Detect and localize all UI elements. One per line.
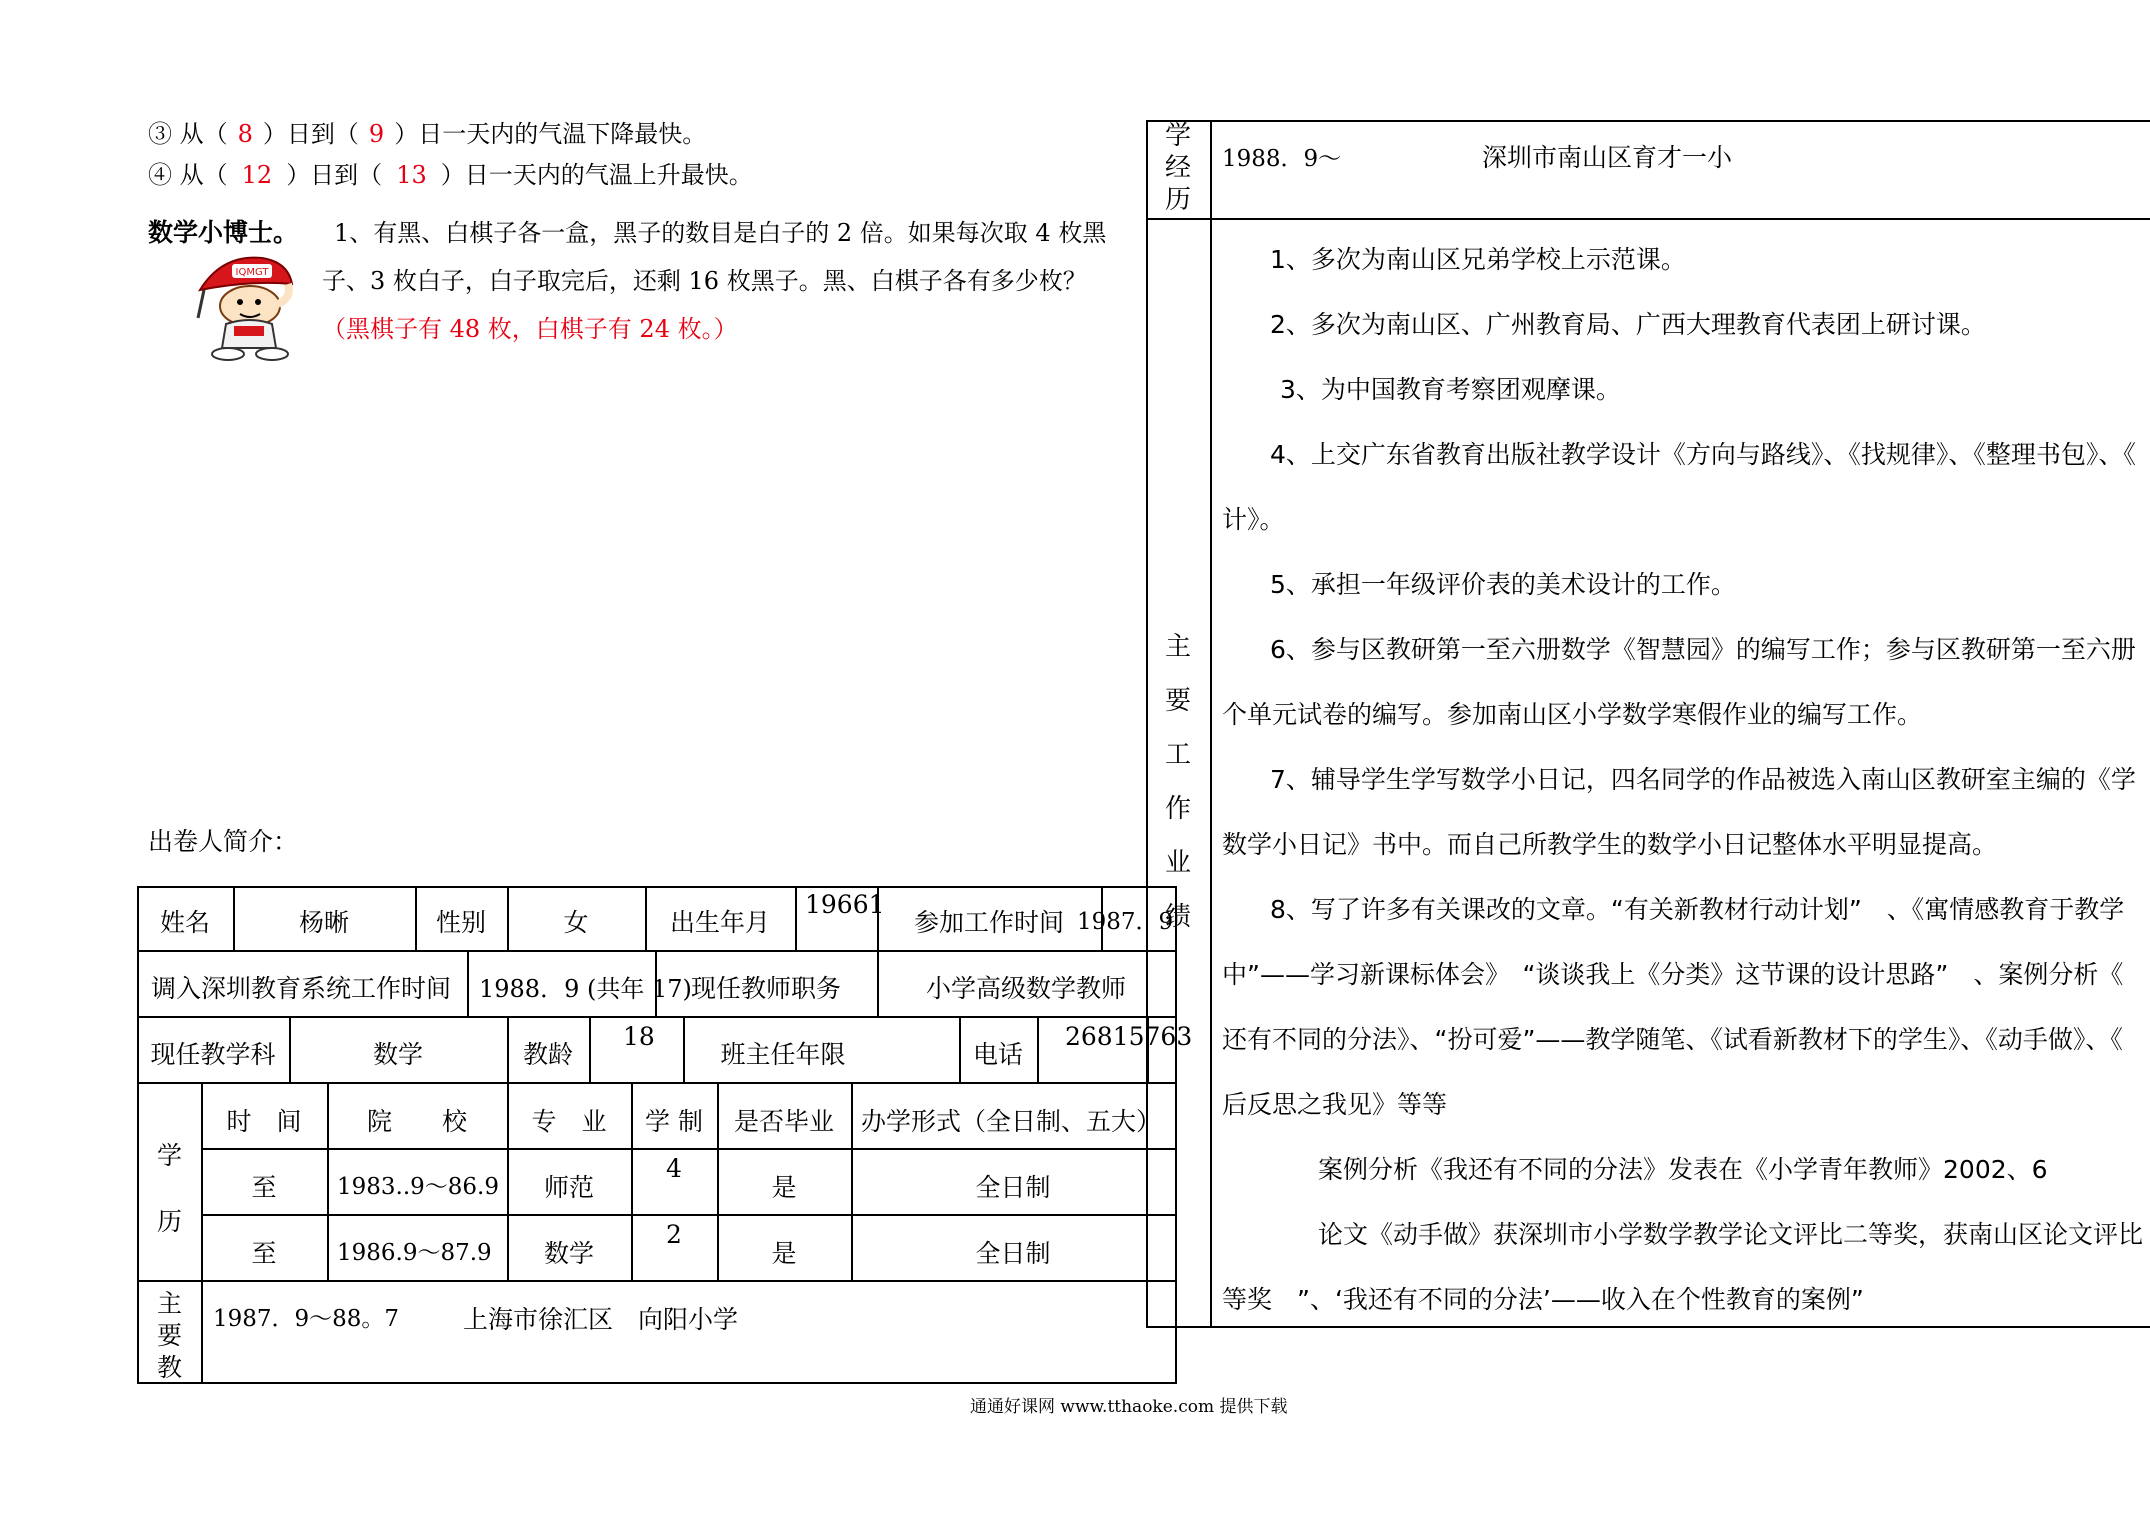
work-para-7: 7、辅导学生学写数学小日记，四名同学的作品被选入南山区教研室主编的《学	[1270, 765, 2136, 794]
edu-row1-form: 全日制	[975, 1173, 1051, 1202]
main-label-3: 教	[157, 1353, 183, 1382]
transfer-value: 1988．9 (共年 17)	[479, 975, 692, 1003]
work-para-4: 4、上交广东省教育出版社教学设计《方向与路线》、《找规律》、《整理书包》、《	[1270, 440, 2136, 469]
profile-table	[137, 886, 1193, 1384]
work-para-7b: 数学小日记》书中。而自己所教学生的数学小日记整体水平明显提高。	[1222, 830, 1998, 859]
work-label-5: 业	[1164, 848, 1191, 878]
work-para-6: 6、参与区教研第一至六册数学《智慧园》的编写工作；参与区教研第一至六册	[1270, 635, 2136, 664]
work-para-8c: 还有不同的分法》、“扮可爱”——教学随笔、《试看新教材下的学生》、《动手做》、《	[1222, 1025, 2123, 1054]
edu-label-1: 学	[157, 1141, 183, 1170]
edu-label-2: 历	[157, 1207, 183, 1236]
main-period: 1987．9～88。7	[213, 1306, 400, 1332]
answer-b: 13	[396, 161, 427, 189]
birth-value: 19661	[805, 890, 885, 919]
title-label: 现任教师职务	[690, 974, 841, 1003]
subject-value: 数学	[372, 1040, 423, 1069]
mascot-icon	[192, 250, 300, 362]
right-edu-label-2: 经	[1164, 153, 1191, 183]
edu-row1-time: 至	[251, 1173, 277, 1202]
years-label: 教龄	[522, 1040, 573, 1069]
doctor-title: 数学小博士。	[148, 218, 299, 247]
edu-row2-length: 2	[666, 1220, 682, 1249]
edu-row1-school: 1983..9～86.9	[337, 1174, 499, 1200]
edu-row1-major: 师范	[543, 1173, 594, 1202]
phone-label: 电话	[972, 1040, 1023, 1069]
right-edu-label-3: 历	[1164, 185, 1191, 215]
work-para-1: 1、多次为南山区兄弟学校上示范课。	[1270, 245, 1686, 274]
edu-row2-form: 全日制	[975, 1239, 1051, 1268]
doctor-problem-line2: 子、3 枚白子，白子取完后，还剩 16 枚黑子。黑、白棋子各有多少枚？	[322, 267, 1087, 295]
work-para-4b: 计》。	[1222, 505, 1285, 534]
work-label-3: 工	[1164, 740, 1191, 770]
work-para-8: 8、写了许多有关课改的文章。“有关新教材行动计划” 、《寓情感教育于教学	[1270, 895, 2125, 924]
edu-row1-graduated: 是	[771, 1173, 797, 1202]
transfer-label: 调入深圳教育系统工作时间	[151, 974, 452, 1003]
work-start-label: 参加工作时间	[913, 908, 1064, 937]
phone-value: 26815763	[1065, 1022, 1193, 1051]
edu-header-form: 办学形式（全日制、五大）	[861, 1107, 1162, 1136]
work-label-4: 作	[1164, 794, 1191, 824]
edu-row2-major: 数学	[543, 1239, 594, 1268]
right-edu-label-1: 学	[1164, 121, 1191, 151]
gender-label: 性别	[435, 908, 486, 937]
answer-a: 12	[241, 161, 273, 189]
headteacher-label: 班主任年限	[720, 1040, 846, 1069]
doctor-problem-line1: 1、有黑、白棋子各一盒，黑子的数目是白子的 2 倍。如果每次取 4 枚黑	[334, 219, 1107, 247]
answer-b: 9	[368, 120, 385, 148]
right-edu-place: 深圳市南山区育才一小	[1482, 143, 1733, 172]
work-para-3: 3、为中国教育考察团观摩课。	[1280, 375, 1621, 404]
name-label: 姓名	[159, 908, 210, 937]
main-place: 上海市徐汇区 向阳小学	[463, 1305, 739, 1334]
svg-text:IQMGT: IQMGT	[235, 267, 269, 278]
question-4: ④ 从（ 12 ）日到（ 13 ）日一天内的气温上升最快。	[148, 161, 753, 189]
edu-row2-time: 至	[251, 1239, 277, 1268]
profile-heading: 出卷人简介：	[148, 827, 299, 856]
subject-label: 现任教学科	[150, 1040, 276, 1069]
work-para-8d: 后反思之我见》等等	[1222, 1090, 1448, 1119]
edu-header-major: 专 业	[531, 1107, 607, 1136]
work-start-value: 1987．9	[1077, 909, 1174, 935]
edu-header-school: 院 校	[366, 1107, 467, 1136]
answer-a: 8	[237, 120, 253, 148]
title-value: 小学高级数学教师	[925, 974, 1126, 1003]
work-label-2: 要	[1164, 686, 1191, 716]
work-para-5: 5、承担一年级评价表的美术设计的工作。	[1270, 570, 1736, 599]
years-value: 18	[623, 1022, 655, 1051]
work-para-2: 2、多次为南山区、广州教育局、广西大理教育代表团上研讨课。	[1270, 310, 1986, 339]
work-label-6: 绩	[1164, 902, 1191, 932]
circle-number: ④	[148, 161, 172, 189]
work-label-1: 主	[1164, 632, 1191, 662]
work-para-10: 论文《动手做》获深圳市小学数学教学论文评比二等奖，获南山区论文评比	[1318, 1220, 2144, 1249]
edu-row2-graduated: 是	[771, 1239, 797, 1268]
circle-number: ③	[148, 120, 172, 148]
edu-row1-length: 4	[666, 1154, 682, 1183]
edu-header-length: 学 制	[645, 1107, 703, 1136]
work-para-10b: 等奖 ”、‘我还有不同的分法’——收入在个性教育的案例”	[1222, 1285, 1864, 1314]
name-value: 杨晰	[298, 908, 349, 937]
main-label-1: 主	[157, 1289, 183, 1318]
gender-value: 女	[563, 908, 589, 937]
edu-header-graduated: 是否毕业	[733, 1107, 834, 1136]
edu-header-time: 时 间	[226, 1107, 302, 1136]
right-edu-period: 1988．9～	[1222, 146, 1342, 172]
doctor-answer: （黑棋子有 48 枚，白棋子有 24 枚。）	[322, 315, 738, 343]
work-para-8b: 中”——学习新课标体会》 “谈谈我上《分类》这节课的设计思路” 、案例分析《	[1222, 960, 2124, 989]
birth-label: 出生年月	[669, 908, 770, 937]
achievement-table	[1146, 120, 2150, 1328]
work-para-6b: 个单元试卷的编写。参加南山区小学数学寒假作业的编写工作。	[1222, 700, 1923, 729]
work-para-9: 案例分析《我还有不同的分法》发表在《小学青年教师》2002、6	[1318, 1155, 2048, 1184]
edu-row2-school: 1986.9～87.9	[337, 1240, 492, 1266]
footer-text: 通通好课网 www.tthaoke.com 提供下载	[970, 1397, 1288, 1417]
question-3: ③ 从（ 8 ）日到（ 9 ）日一天内的气温下降最快。	[148, 120, 707, 148]
main-label-2: 要	[157, 1321, 183, 1350]
